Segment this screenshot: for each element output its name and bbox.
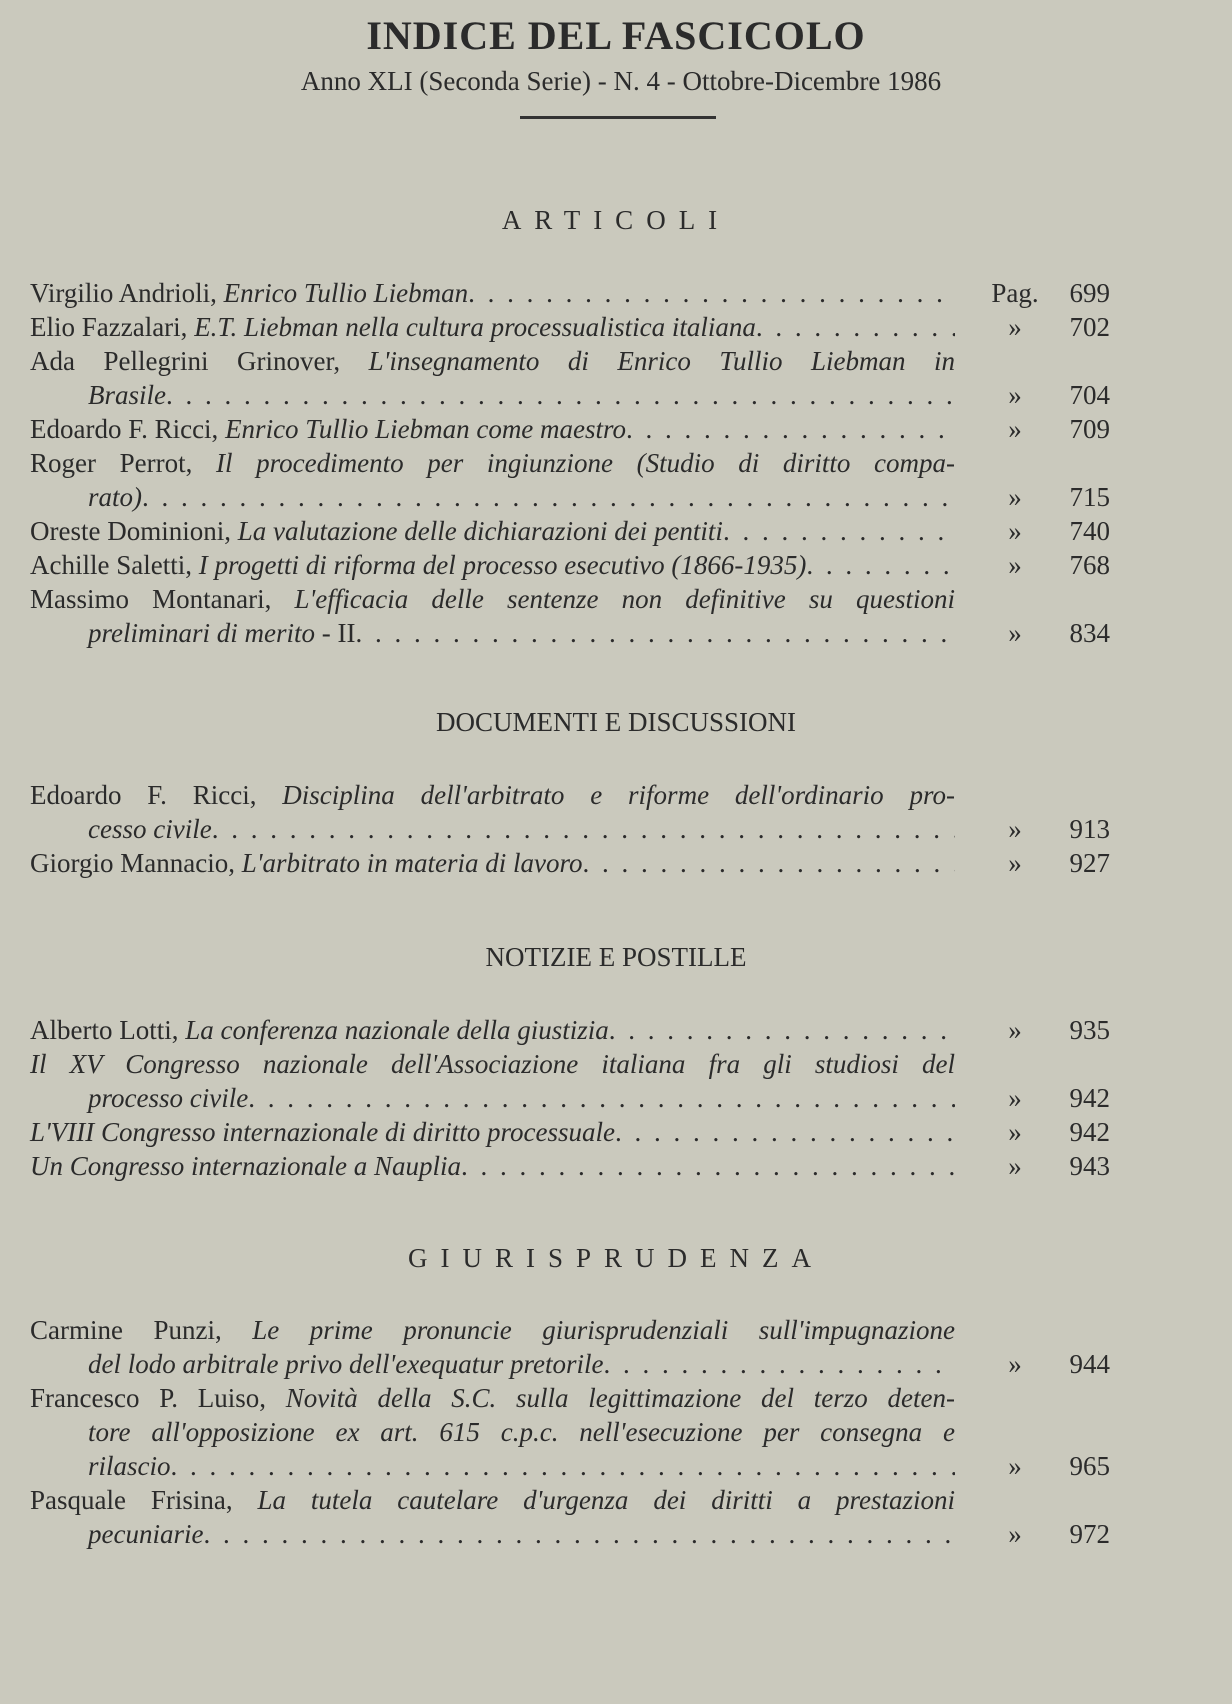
page-marker: » [1008,1151,1022,1181]
entry-line [30,1347,1210,1381]
entry-line [30,1081,1210,1115]
section-heading: ARTICOLI [501,205,731,235]
entry-author: Elio Fazzalari, [30,312,195,342]
page-number: 927 [1069,848,1110,878]
entry-line [30,1013,1210,1047]
entry-text [88,1347,955,1381]
page-marker: » [1008,1451,1022,1481]
entry-title: del lodo arbitrale privo dell'exequatur pretorile [88,1349,604,1379]
page-number: 972 [1069,1519,1110,1549]
toc-entry[interactable] [30,310,1210,344]
entry-text [30,276,955,310]
toc-entry[interactable] [30,446,1210,514]
dot-leader [583,846,955,880]
page-marker: » [1008,380,1022,410]
entry-text [88,1081,955,1115]
toc-entry[interactable] [30,276,1210,310]
entry-line [30,616,1210,650]
toc-entry[interactable] [30,1149,1210,1183]
page-number: 913 [1069,814,1110,844]
entry-title: tore all'opposizione ex art. 615 c.p.c. nell'esecuzione per consegna e [88,1417,955,1447]
page-marker: » [1008,1349,1022,1379]
toc-entry[interactable] [30,1483,1210,1551]
entry-line [30,1449,1210,1483]
entry-line [30,1483,1210,1517]
page-number: 935 [1069,1015,1110,1045]
entry-title: cesso civile [88,814,212,844]
toc-entry[interactable] [30,344,1210,412]
entry-title: Disciplina dell'arbitrato e riforme dell'ordinario pro- [282,780,955,810]
entry-line [30,548,1210,582]
entry-title: Enrico Tullio Liebman [223,278,469,308]
entry-line [30,1517,1210,1551]
entry-author: Oreste Dominioni, [30,516,238,546]
entry-line [30,582,1210,616]
entry-line [30,344,1210,378]
page-marker: » [1008,1117,1022,1147]
dot-leader [142,480,955,514]
entry-list [30,1313,1210,1551]
entry-title: processo civile [88,1083,249,1113]
dot-leader [248,1081,955,1115]
entry-title: pecuniarie [88,1519,204,1549]
toc-entry[interactable] [30,1013,1210,1047]
entry-author: Giorgio Mannacio, [30,848,242,878]
entry-text [30,778,955,812]
entry-title: Il procedimento per ingiunzione (Studio di diritto compa- [216,448,956,478]
toc-entry[interactable] [30,582,1210,650]
page-number: 740 [1069,516,1110,546]
issue-subtitle: Anno XLI (Seconda Serie) - N. 4 - Ottobre-Dicembre 1986 [300,66,942,96]
entry-list [30,276,1210,650]
entry-title: rato) [88,482,142,512]
entry-line [30,1149,1210,1183]
page-number: 965 [1069,1451,1110,1481]
page-number: 942 [1069,1083,1110,1113]
entry-list [30,1013,1210,1183]
entry-author: Achille Saletti, [30,550,199,580]
entry-line [30,1313,1210,1347]
entry-text [30,1149,955,1183]
entry-title: E.T. Liebman nella cultura processualistica italiana [194,312,756,342]
entry-line [30,1381,1210,1415]
page-marker: » [1008,550,1022,580]
entry-title: Il XV Congresso nazionale dell'Associazione italiana fra gli studiosi del [30,1049,955,1079]
section-heading: DOCUMENTI E DISCUSSIONI [435,707,796,737]
entry-text [30,344,955,378]
entry-text [30,446,955,480]
page-number: 709 [1069,414,1110,444]
entry-line [30,412,1210,446]
entry-line [30,310,1210,344]
entry-author: Pasquale Frisina, [30,1485,258,1515]
entry-line [30,846,1210,880]
section-heading: NOTIZIE E POSTILLE [485,942,747,972]
toc-entry[interactable] [30,1313,1210,1381]
entry-text [30,1483,955,1517]
page-marker: » [1008,814,1022,844]
entry-text [30,1313,955,1347]
entry-part: - II [315,618,356,648]
entry-line [30,1415,1210,1449]
entry-text [88,616,955,650]
dot-leader [468,276,955,310]
dot-leader [615,1115,955,1149]
toc-entry[interactable] [30,1047,1210,1115]
title-divider [520,116,716,119]
toc-entry[interactable] [30,1115,1210,1149]
entry-line [30,1047,1210,1081]
entry-title: L'arbitrato in materia di lavoro [241,848,583,878]
entry-title: Novità della S.C. sulla legittimazione del terzo deten- [285,1383,955,1413]
entry-text [88,480,955,514]
entry-title: La conferenza nazionale della giustizia [185,1015,609,1045]
entry-author: Massimo Montanari, [30,584,295,614]
entry-text [30,412,955,446]
entry-title: preliminari di merito [88,618,315,648]
entry-line [30,446,1210,480]
entry-title: L'insegnamento di Enrico Tullio Liebman in [368,346,955,376]
page-number: 699 [1069,278,1110,308]
entry-line [30,778,1210,812]
entry-author: Roger Perrot, [30,448,217,478]
page-number: 768 [1069,550,1110,580]
entry-text [30,1047,955,1081]
entry-title: Brasile [88,380,166,410]
entry-text [30,1115,955,1149]
entry-text [88,1449,955,1483]
entry-title: Un Congresso internazionale a Nauplia [30,1151,462,1181]
entry-text [30,310,955,344]
entry-title: Enrico Tullio Liebman come maestro [225,414,627,444]
toc-entry[interactable] [30,514,1210,548]
dot-leader [171,1449,955,1483]
entry-text [88,378,955,412]
page-number: 942 [1069,1117,1110,1147]
dot-leader [166,378,955,412]
entry-author: Ada Pellegrini Grinover, [30,346,369,376]
page-marker: » [1008,1015,1022,1045]
entry-text [30,1013,955,1047]
entry-author: Edoardo F. Ricci, [30,414,226,444]
entry-line [30,378,1210,412]
dot-leader [212,812,955,846]
page-number: 834 [1069,618,1110,648]
toc-entry[interactable] [30,1381,1210,1483]
dot-leader [355,616,955,650]
entry-line [30,812,1210,846]
entry-title: La tutela cautelare d'urgenza dei diritti a prestazioni [257,1485,955,1515]
page-marker: » [1008,516,1022,546]
entry-text [30,548,955,582]
page-marker: » [1008,482,1022,512]
toc-entry[interactable] [30,846,1210,880]
page-marker: » [1008,414,1022,444]
entry-line [30,480,1210,514]
entry-text [30,514,955,548]
page-number: 943 [1069,1151,1110,1181]
entry-text [88,812,955,846]
page-marker: » [1008,1083,1022,1113]
entry-text [88,1415,955,1449]
page-number: 944 [1069,1349,1110,1379]
entry-author: Alberto Lotti, [30,1015,186,1045]
entry-title: I progetti di riforma del processo esecutivo (1866-1935) [198,550,807,580]
dot-leader [626,412,955,446]
page-number: 704 [1069,380,1110,410]
page-marker: Pag. [991,278,1039,308]
entry-text [30,846,955,880]
page-marker: » [1008,848,1022,878]
entry-author: Virgilio Andrioli, [30,278,224,308]
dot-leader [806,548,955,582]
page-marker: » [1008,1519,1022,1549]
dot-leader [603,1347,955,1381]
page-number: 715 [1069,482,1110,512]
toc-entry[interactable] [30,778,1210,846]
entry-title: L'efficacia delle sentenze non definitive su questioni [294,584,955,614]
toc-entry[interactable] [30,548,1210,582]
entry-author: Edoardo F. Ricci, [30,780,283,810]
dot-leader [756,310,955,344]
entry-title: rilascio [88,1451,171,1481]
dot-leader [723,514,955,548]
page-marker: » [1008,618,1022,648]
entry-line [30,276,1210,310]
entry-title: Le prime pronuncie giurisprudenziali sull'impugnazione [252,1315,955,1345]
page-title: INDICE DEL FASCICOLO [366,13,866,58]
entry-title: L'VIII Congresso internazionale di diritto processuale [30,1117,615,1147]
dot-leader [461,1149,955,1183]
dot-leader [609,1013,955,1047]
entry-line [30,514,1210,548]
entry-author: Carmine Punzi, [30,1315,253,1345]
entry-author: Francesco P. Luiso, [30,1383,286,1413]
entry-title: La valutazione delle dichiarazioni dei pentiti [237,516,723,546]
dot-leader [203,1517,955,1551]
toc-entry[interactable] [30,412,1210,446]
entry-list [30,778,1210,880]
entry-text [30,1381,955,1415]
page-number: 702 [1069,312,1110,342]
entry-line [30,1115,1210,1149]
entry-text [30,582,955,616]
section-heading: GIURISPRUDENZA [407,1243,824,1273]
page-marker: » [1008,312,1022,342]
entry-text [88,1517,955,1551]
